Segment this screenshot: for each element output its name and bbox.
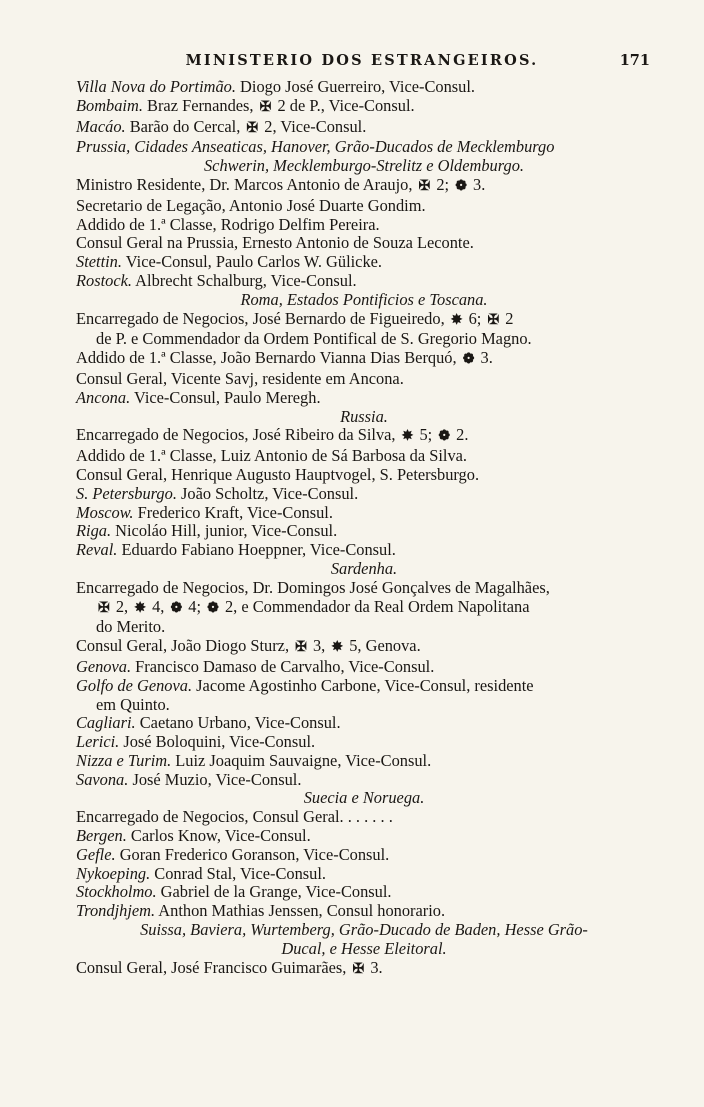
entry-text: Frederico Kraft, Vice-Consul. — [133, 502, 333, 522]
order-cross-icon: ✠ — [352, 961, 365, 977]
entry-text: Caetano Urbano, Vice-Consul. — [135, 713, 341, 733]
place-name: Savona. — [76, 769, 129, 789]
text-body — [76, 78, 652, 979]
order-rosette-icon: ❁ — [438, 429, 451, 445]
place-name: Cagliari. — [76, 713, 136, 733]
text-line — [76, 522, 652, 541]
entry-text: Nicoláo Hill, junior, Vice-Consul. — [111, 521, 338, 541]
place-name: Stettin. — [76, 252, 122, 272]
text-line: Consul Geral, Henrique Augusto Hauptvogel, S. Petersburgo. — [76, 464, 480, 484]
text-line — [76, 349, 652, 370]
entry-text: Vice-Consul, Paulo Meregh. — [130, 387, 321, 407]
place-name: Nykoeping. — [76, 863, 151, 883]
order-star-icon: ✸ — [401, 429, 414, 445]
entry-text: Conrad Stal, Vice-Consul. — [150, 863, 327, 883]
entry-text: Gabriel de la Grange, Vice-Consul. — [156, 882, 392, 902]
text-line — [76, 959, 652, 980]
entry-text: 2, e Commendador da Real Ordem Napolitana — [220, 596, 530, 616]
text-line — [76, 808, 652, 827]
place-name: Gefle. — [76, 844, 116, 864]
entry-text: Braz Fernandes, — [142, 95, 258, 115]
section-heading: Prussia, Cidades Anseaticas, Hanover, Grão-Ducados de Mecklemburgo — [76, 137, 555, 157]
text-line — [76, 541, 652, 560]
entry-text: 2 de P., Vice-Consul. — [273, 95, 415, 115]
text-line: Encarregado de Negocios, Dr. Domingos José Gonçalves de Magalhães, — [76, 577, 550, 597]
place-name: Moscow. — [76, 502, 134, 522]
entry-text: José Muzio, Vice-Consul. — [128, 769, 302, 789]
text-line: Secretario de Legação, Antonio José Duarte Gondim. — [76, 195, 426, 215]
text-line — [76, 176, 652, 197]
running-title: MINISTERIO DOS ESTRANGEIROS. — [185, 52, 539, 69]
entry-text: Encarregado de Negocios, José Bernardo de Figueiredo, — [76, 308, 449, 328]
entry-text: Consul Geral, João Diogo Sturz, — [76, 636, 294, 656]
text-line — [76, 272, 652, 291]
place-name: Nizza e Turim. — [76, 750, 172, 770]
place-name: Golfo de Genova. — [76, 675, 193, 695]
text-line — [76, 389, 652, 408]
entry-text: Anthon Mathias Jenssen, Consul honorario. — [155, 901, 446, 921]
entry-text: João Scholtz, Vice-Consul. — [176, 483, 359, 503]
section-heading: Suissa, Baviera, Wurtemberg, Grão-Ducado de Baden, Hesse Grão- — [140, 920, 588, 940]
order-cross-icon: ✠ — [295, 640, 307, 656]
entry-text: Ministro Residente, Dr. Marcos Antonio de Araujo, — [76, 174, 417, 194]
section-heading: Suecia e Noruega. — [303, 788, 425, 808]
text-line: do Merito. — [96, 617, 166, 637]
text-line — [76, 752, 652, 771]
entry-text: 5, Genova. — [345, 636, 421, 656]
entry-text: Jacome Agostinho Carbone, Vice-Consul, residente — [192, 675, 534, 695]
entry-text: 5; — [415, 425, 437, 445]
entry-text: Encarregado de Negocios, Consul Geral. — [76, 807, 344, 827]
entry-text: 3. — [476, 348, 493, 368]
entry-text: 3. — [366, 957, 383, 977]
entry-text: 4; — [184, 596, 206, 616]
section-heading: Schwerin, Mecklemburgo-Strelitz e Oldemburgo. — [203, 156, 524, 176]
text-line — [76, 97, 652, 118]
entry-text: Consul Geral, José Francisco Guimarães, — [76, 957, 351, 977]
text-line — [76, 310, 652, 331]
order-rosette-icon: ❁ — [455, 178, 467, 194]
text-line: Consul Geral na Prussia, Ernesto Antonio de Souza Leconte. — [76, 233, 474, 253]
entry-text: Carlos Know, Vice-Consul. — [126, 826, 311, 846]
order-star-icon: ✸ — [331, 640, 344, 656]
section-heading: Russia. — [340, 406, 388, 426]
text-line — [76, 846, 652, 865]
page-header — [70, 52, 654, 76]
place-name: Bombaim. — [76, 95, 143, 115]
text-line — [76, 485, 652, 504]
place-name: Rostock. — [76, 270, 132, 290]
entry-text: Eduardo Fabiano Hoeppner, Vice-Consul. — [117, 540, 396, 560]
text-line — [76, 658, 652, 677]
entry-text: 3. — [468, 174, 486, 194]
entry-text: José Boloquini, Vice-Consul. — [119, 732, 316, 752]
entry-text: 2. — [452, 425, 469, 445]
order-rosette-icon: ❁ — [462, 352, 475, 368]
text-line — [76, 426, 652, 447]
text-line — [76, 733, 652, 752]
page-number: 171 — [619, 52, 650, 69]
text-line — [76, 902, 652, 921]
place-name: Ancona. — [76, 387, 131, 407]
entry-text: Vice-Consul, Paulo Carlos W. Gülicke. — [121, 252, 383, 272]
entry-text: Albrecht Schalburg, Vice-Consul. — [131, 270, 357, 290]
entry-text: Encarregado de Negocios, José Ribeiro da Silva, — [76, 425, 400, 445]
text-line — [76, 771, 652, 790]
order-rosette-icon: ❁ — [170, 600, 183, 616]
entry-text: 3, — [308, 636, 330, 656]
entry-text: Goran Frederico Goranson, Vice-Consul. — [115, 844, 390, 864]
text-line — [76, 637, 652, 658]
place-name: Riga. — [76, 521, 112, 541]
entry-text: 4, — [147, 596, 169, 616]
entry-text: 2, — [111, 596, 133, 616]
order-cross-icon: ✠ — [98, 600, 110, 616]
text-line — [76, 78, 652, 97]
text-line: Addido de 1.ª Classe, Rodrigo Delfim Pereira. — [76, 214, 380, 234]
order-star-icon: ✸ — [450, 312, 463, 328]
entry-text: 2 — [501, 308, 514, 328]
place-name: Bergen. — [76, 826, 127, 846]
order-star-icon: ✸ — [134, 600, 146, 616]
entry-text: Barão do Cercal, — [125, 116, 245, 136]
section-heading: Roma, Estados Pontificios e Toscana. — [240, 289, 488, 309]
section-heading: Sardenha. — [330, 558, 398, 578]
order-cross-icon: ✠ — [259, 99, 272, 115]
text-line — [76, 253, 652, 272]
order-cross-icon: ✠ — [418, 178, 431, 194]
order-cross-icon: ✠ — [246, 120, 259, 136]
entry-text: 2, Vice-Consul. — [260, 116, 367, 136]
text-line — [76, 118, 652, 139]
text-line: Consul Geral, Vicente Savj, residente em Ancona. — [76, 368, 404, 388]
place-name: Villa Nova do Portimão. — [76, 77, 236, 96]
place-name: Genova. — [76, 656, 132, 676]
text-line: em Quinto. — [96, 694, 170, 714]
text-line — [76, 827, 652, 846]
place-name: Macáo. — [76, 116, 126, 136]
place-name: Reval. — [76, 540, 118, 560]
place-name: Stockholmo. — [76, 882, 157, 902]
place-name: S. Petersburgo. — [76, 483, 177, 503]
order-rosette-icon: ❁ — [207, 600, 219, 616]
entry-text: Luiz Joaquim Sauvaigne, Vice-Consul. — [171, 750, 432, 770]
text-line — [76, 714, 652, 733]
order-cross-icon: ✠ — [487, 312, 500, 328]
text-line — [76, 598, 652, 619]
entry-text: 2; — [432, 174, 454, 194]
entry-text: Francisco Damaso de Carvalho, Vice-Consul. — [131, 656, 435, 676]
place-name: Lerici. — [76, 732, 120, 752]
section-heading: Ducal, e Hesse Eleitoral. — [281, 938, 447, 958]
text-line — [76, 677, 652, 696]
text-line: Addido de 1.ª Classe, Luiz Antonio de Sá Barbosa da Silva. — [76, 446, 468, 466]
entry-text: Addido de 1.ª Classe, João Bernardo Vianna Dias Berquó, — [76, 348, 461, 368]
text-line — [76, 865, 652, 884]
leader-dots: . . . . . . — [343, 807, 393, 827]
entry-text: 6; — [464, 308, 486, 328]
place-name: Trondjhjem. — [76, 901, 156, 921]
entry-text: Diogo José Guerreiro, Vice-Consul. — [235, 77, 476, 96]
text-line — [76, 883, 652, 902]
text-line — [76, 504, 652, 523]
text-line: de P. e Commendador da Ordem Pontifical de S. Gregorio Magno. — [96, 329, 532, 349]
